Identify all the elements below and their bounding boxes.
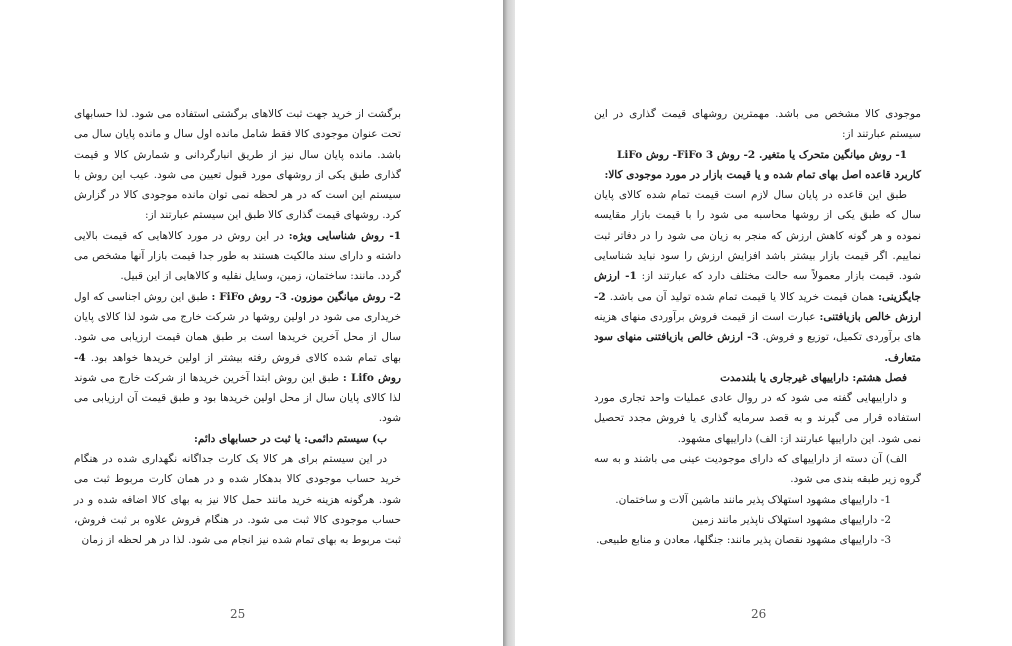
right-page [515, 0, 1012, 646]
page-number-left: 25 [230, 607, 246, 621]
value-1-title: 1- ارزش جایگزینی: [594, 270, 922, 303]
list-item: 3- داراییهای مشهود نقصان پذیر مانند: جنگلها، معادن و منابع طبیعی. [596, 534, 891, 547]
rule-text: طبق این قاعده در پایان سال لازم است قیمت تمام شده کالای پایان سال که طبق یکی از روشها محاسبه می شود را با قیمت بازار مقایسه نموده و هر گونه کاهش ارزش که منجر به زیان می شود را در دفاتر ثبت نماییم. اگر قیمت بازار بیشتر باشد افزایش ارزش را سود نباید شناسایی شود. قیمت بازار معمولاً سه حالت مختلف دارد که عبارتند از: [594, 189, 921, 283]
page-number-right: 26 [751, 607, 767, 621]
left-page-body [74, 104, 401, 551]
value-3-title: 3- ارزش خالص بازیافتنی منهای سود متعارف. [594, 331, 921, 364]
method-2-text: طبق این روش اجناسی که اول خریداری می شود در اولین روشها در شرکت خارج می شود لذا کالای پایان سال از محل آخرین خریدها است بر طبق همان قیمت ارزیابی می شود. بهای تمام شده کالای فروش رفته بیشتر از اولین خریدها خواهد بود. [74, 290, 402, 364]
left-intro-paragraph: برگشت از خرید جهت ثبت کالاهای برگشتی استفاده می شود. لذا حسابهای تحت عنوان موجودی کالا فقط شامل مانده اول سال و مانده پایان سال می باشد. مانده پایان سال نیز از طریق انبارگردانی و شمارش کالا و قیمت گذاری طبق یکی از روشهای مورد قبول تعیین می شود. عیب این روش با سیستم این است که در هر لحظه نمی توان مانده موجودی کالا در گزارش کرد. روشهای قیمت گذاری کالا طبق این سیستم عبارتند از: [74, 108, 401, 222]
method-1-paragraph [74, 226, 401, 287]
rule-title: کاربرد قاعده اصل بهای تمام شده و یا قیمت بازار در مورد موجودی کالا: [604, 168, 921, 181]
right-page-body [594, 104, 921, 551]
chapter-8-heading: فصل هشتم: داراییهای غیرجاری یا بلندمدت [720, 371, 907, 384]
right-intro-paragraph: موجودی کالا مشخص می باشد. مهمترین روشهای قیمت گذاری در این سیستم عبارتند از: [594, 108, 921, 141]
method-4-title: 4- روش Lifo : [74, 351, 401, 384]
section-b-heading: ب) سیستم دائمی: یا ثبت در حسابهای دائم: [193, 432, 387, 445]
method-4-text: طبق این روش ابتدا آخرین خریدها از شرکت خارج می شوند لذا کالای پایان سال از محل اولین خریدها بود و طبق قیمت آن ارزیابی می شود. [74, 371, 401, 425]
method-1-title: 1- روش شناسایی ویژه: [288, 229, 401, 242]
value-2-text: عبارت است از قیمت فروش برآوردی منهای هزینه های برآوردی تکمیل، توزیع و فروش. [594, 310, 922, 344]
chapter-8-paragraph: و داراییهایی گفته می شود که در روال عادی عملیات واحد تجاری مورد استفاده قرار می گیرند و به قصد سرمایه گذاری یا فروش مجدد تحصیل نمی شود. این داراییها عبارتند از: الف) داراییهای مشهود. [594, 392, 921, 445]
value-1-text: همان قیمت خرید کالا یا قیمت تمام شده تولید آن می باشد. [609, 290, 879, 303]
list-item: 1- داراییهای مشهود استهلاک پذیر مانند ماشین آلات و ساختمان. [615, 493, 891, 506]
method-2-paragraph [74, 287, 401, 429]
section-b-paragraph: در این سیستم برای هر کالا یک کارت جداگانه نگهداری شده در هنگام خرید حساب موجودی کالا بدهکار شده و در همان کارت مربوط ثبت می شود. هرگونه هزینه خرید مانند حمل کالا نیز به بهای کالا اضافه شده و در حساب موجودی کالا ثبت می شود. در هنگام فروش علاوه بر ثبت فروش، ثبت مربوط به بهای تمام شده نیز انجام می شود. لذا در هر لحظه از زمان [74, 453, 401, 547]
method-2-title: 2- روش میانگین موزون. 3- روش FiFo : [211, 290, 401, 303]
left-page [0, 0, 503, 646]
methods-line: 1- روش میانگین متحرک یا متغیر. 2- روش FiFo 3- روش LiFo [617, 148, 907, 161]
list-item: 2- داراییهای مشهود استهلاک ناپذیر مانند زمین [691, 513, 891, 526]
rule-paragraph [594, 185, 921, 368]
book-gutter [503, 0, 515, 646]
method-1-text: در این روش در مورد کالاهایی که قیمت بالایی داشته و دارای سند مالکیت هستند به طور جدا قیمت بازار آنها مشخص می گردد. مانند: ساختمان، زمین، وسایل نقلیه و کالاهایی از این قبیل. [74, 229, 401, 283]
value-2-title: 2- ارزش خالص بازیافتنی: [594, 290, 921, 323]
alef-paragraph: الف) آن دسته از داراییهای که دارای موجودیت عینی می باشند و به سه گروه زیر طبقه بندی می شود. [594, 453, 921, 486]
